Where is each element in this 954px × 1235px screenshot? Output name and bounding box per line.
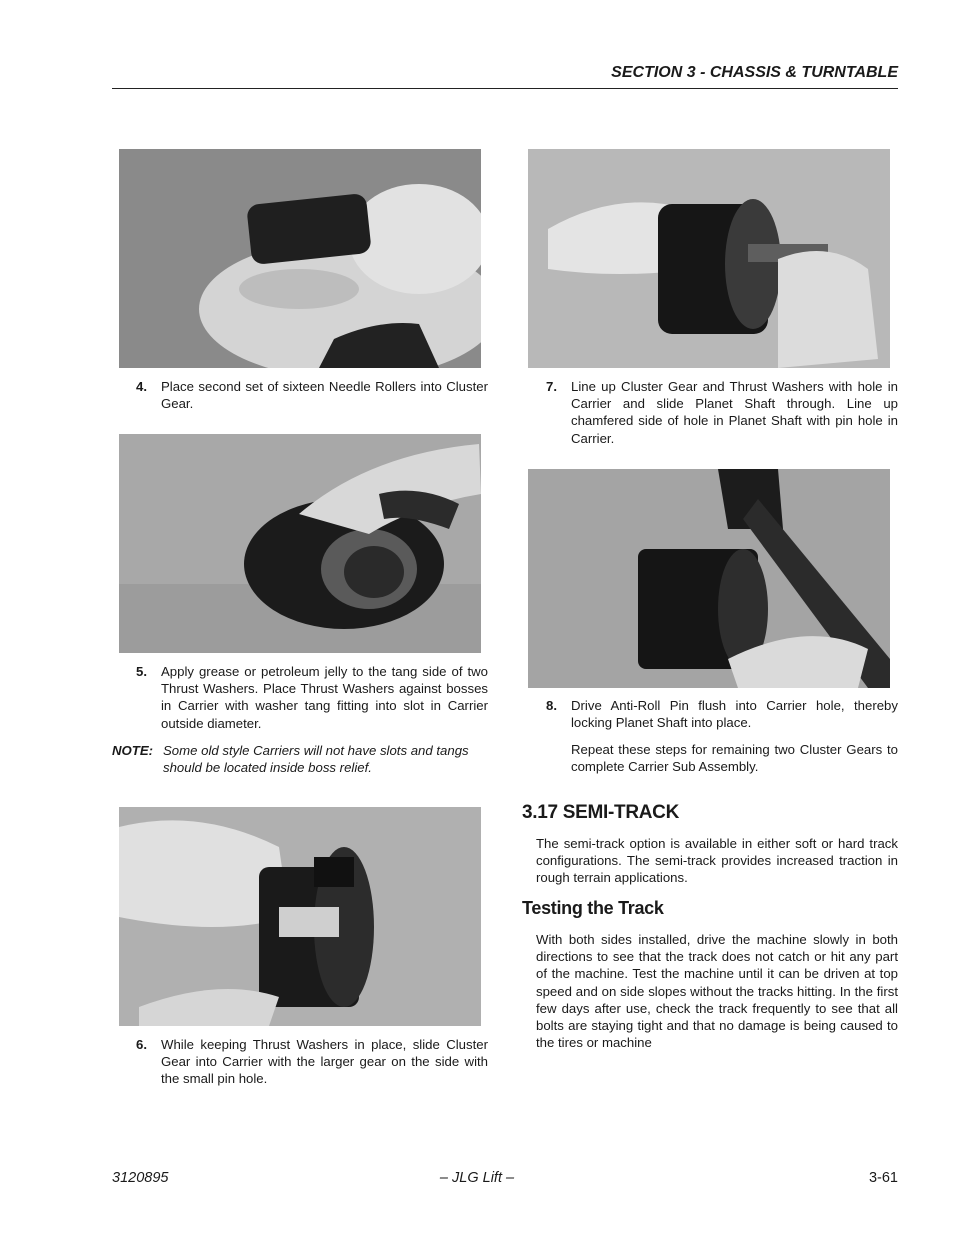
step-text: Place second set of sixteen Needle Rollers into Cluster Gear. [161, 379, 488, 412]
repeat-paragraph: Repeat these steps for remaining two Cluster Gears to complete Carrier Sub Assembly. [571, 742, 898, 775]
photo-thrust-washers [119, 434, 481, 653]
photo-anti-roll-pin [528, 469, 890, 688]
step-number: 8. [546, 698, 557, 713]
step-number: 7. [546, 379, 557, 394]
step-7 [546, 378, 898, 447]
section-intro: The semi-track option is available in either soft or hard track configurations. The semi-track provides increased traction in rough terrain applications. [536, 836, 898, 886]
subsection-heading: Testing the Track [522, 898, 664, 918]
step-text: Line up Cluster Gear and Thrust Washers with hole in Carrier and slide Planet Shaft through. Line up chamfered side of hole in Planet Shaft with pin hole in Carrier. [571, 379, 898, 446]
step-text: While keeping Thrust Washers in place, slide Cluster Gear into Carrier with the larger gear on the side with the small pin hole. [161, 1037, 488, 1087]
step-5 [136, 663, 488, 732]
page-number: 3-61 [868, 1170, 898, 1186]
photo-cluster-gear-insert [119, 807, 481, 1026]
step-6 [136, 1036, 488, 1088]
step-number: 5. [136, 664, 147, 679]
step-number: 4. [136, 379, 147, 394]
note-text: Some old style Carriers will not have slots and tangs should be located inside boss relief. [163, 743, 469, 776]
step-number: 6. [136, 1037, 147, 1052]
step-text: Drive Anti-Roll Pin flush into Carrier hole, thereby locking Planet Shaft into place. [571, 698, 898, 731]
photo-planet-shaft [528, 149, 890, 368]
note [112, 742, 488, 776]
testing-body: With both sides installed, drive the machine slowly in both directions to see that the track does not catch or hit any part of the machine. Test the machine until it can be driven at top speed and on side slopes without the tracks hitting. In the first few days after use, check the track frequently to see that all bolts are staying tight and that no damage is being caused to the tires or machine [536, 932, 898, 1051]
photo-needle-rollers [119, 149, 481, 368]
step-4 [136, 378, 488, 412]
section-header: SECTION 3 - CHASSIS & TURNTABLE [611, 64, 898, 81]
step-text: Apply grease or petroleum jelly to the tang side of two Thrust Washers. Place Thrust Washers against bosses in Carrier with washer tang fitting into slot in Carrier outside diameter. [161, 664, 488, 731]
note-label: NOTE: [112, 743, 154, 758]
doc-number: 3120895 [112, 1170, 169, 1186]
header-rule [112, 88, 898, 89]
footer-company: – JLG Lift – [439, 1170, 515, 1186]
section-heading: 3.17 SEMI-TRACK [522, 802, 680, 823]
step-8 [546, 697, 898, 731]
